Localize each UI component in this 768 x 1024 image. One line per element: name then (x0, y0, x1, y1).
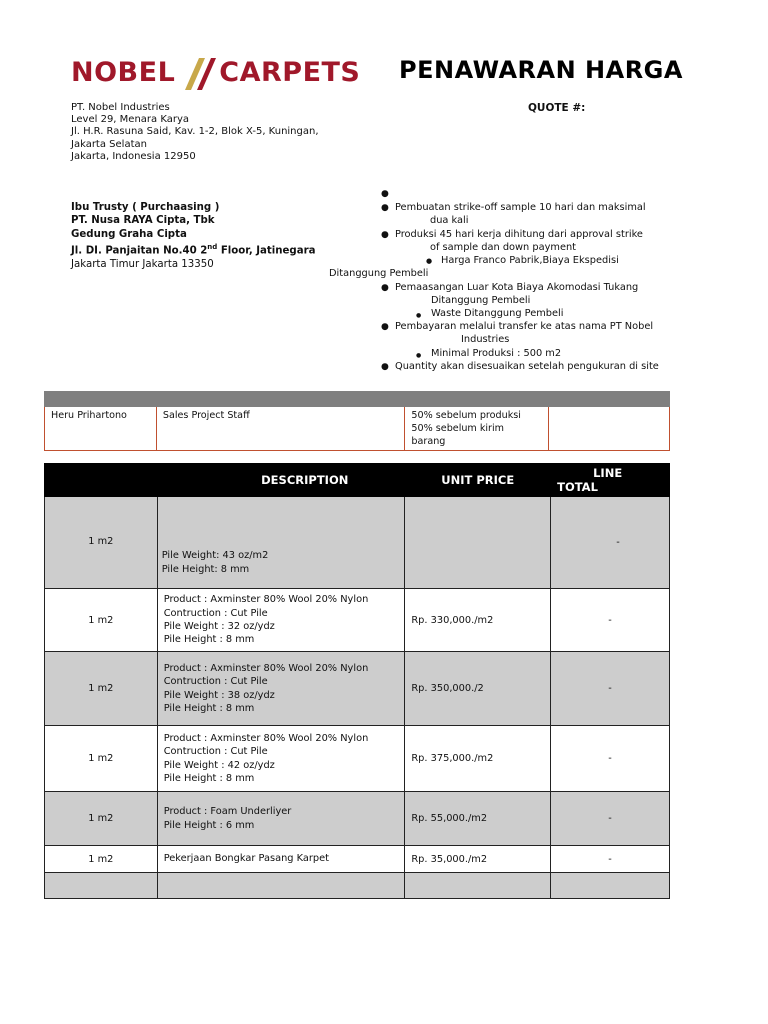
description-cell: Pekerjaan Bongkar Pasang Karpet (157, 846, 405, 873)
sales-body-row (45, 407, 670, 451)
term-item-cont: Industries (461, 334, 510, 345)
logo-word-right: CARPETS (219, 56, 361, 88)
payment-terms-cell: 50% sebelum produksi 50% sebelum kirim barang (405, 407, 549, 451)
table-row (45, 846, 670, 873)
description-cell: Product : Axminster 80% Wool 20% Nylon Contruction : Cut Pile Pile Weight : 38 oz/ydz Pile Height : 8 mm (157, 652, 405, 726)
sales-info-table (44, 391, 670, 451)
description-header: DESCRIPTION (157, 464, 405, 497)
price-cell: Rp. 350,000./2 (405, 652, 551, 726)
salesperson-cell: Heru Prihartono (45, 407, 157, 451)
total-cell: - (551, 589, 670, 652)
qty-cell: 1 m2 (45, 726, 158, 792)
price-cell: Rp. 375,000./m2 (405, 726, 551, 792)
company-line: Jl. H.R. Rasuna Said, Kav. 1-2, Blok X-5, Kuningan, (71, 126, 319, 138)
price-cell: Rp. 35,000./m2 (405, 846, 551, 873)
bullet-icon: ● (381, 322, 389, 332)
total-cell: - (551, 726, 670, 792)
qty-cell: 1 m2 (45, 792, 158, 846)
company-address (71, 102, 319, 163)
unit-price-header: UNIT PRICE (405, 464, 551, 497)
term-item-cont: of sample dan down payment (430, 242, 577, 253)
logo-mark-icon (177, 52, 217, 92)
price-cell: Rp. 55,000./m2 (405, 792, 551, 846)
document-title: PENAWARAN HARGA (399, 56, 683, 84)
bullet-icon: ● (381, 230, 389, 240)
bullet-icon: ● (381, 189, 389, 199)
bullet-icon: ● (381, 203, 389, 213)
company-line: Jakarta, Indonesia 12950 (71, 150, 196, 162)
term-item-cont: Ditanggung Pembeli (431, 295, 531, 306)
term-item: Pembuatan strike-off sample 10 hari dan maksimal (395, 202, 646, 213)
term-item-cont: dua kali (430, 215, 469, 226)
description-cell: Product : Axminster 80% Wool 20% Nylon Contruction : Cut Pile Pile Weight : 42 oz/ydz Pile Height : 8 mm (157, 726, 405, 792)
term-item: Waste Ditanggung Pembeli (431, 308, 564, 319)
items-table (44, 463, 670, 899)
qty-cell: 1 m2 (45, 589, 158, 652)
description-cell: Product : Foam Underliyer Pile Height : 6 mm (157, 792, 405, 846)
recipient-address: Jl. DI. Panjaitan No.40 2nd Floor, Jatinegara (71, 242, 316, 257)
description-cell: Product : Axminster 80% Wool 20% Nylon Contruction : Cut Pile Pile Weight : 32 oz/ydz Pile Height : 8 mm (157, 589, 405, 652)
term-item: Harga Franco Pabrik,Biaya Ekspedisi (441, 255, 619, 266)
recipient-building: Gedung Graha Cipta (71, 228, 187, 240)
recipient-company: PT. Nusa RAYA Cipta, Tbk (71, 215, 215, 227)
description-cell: Pile Weight: 43 oz/m2 Pile Height: 8 mm (157, 497, 405, 589)
total-cell: - (551, 652, 670, 726)
empty-cell (549, 407, 670, 451)
total-cell: - (551, 497, 670, 589)
logo-word-left: NOBEL (71, 56, 176, 88)
table-row (45, 497, 670, 589)
company-logo (71, 52, 360, 92)
qty-cell: 1 m2 (45, 497, 158, 589)
qty-cell: 1 m2 (45, 652, 158, 726)
quote-number-label: QUOTE #: (528, 102, 586, 114)
price-cell: Rp. 330,000./m2 (405, 589, 551, 652)
table-row (45, 652, 670, 726)
company-line: PT. Nobel Industries (71, 102, 170, 113)
bullet-icon: ● (416, 312, 422, 319)
table-row-empty (45, 873, 670, 899)
bullet-icon: ● (381, 283, 389, 293)
recipient-city: Jakarta Timur Jakarta 13350 (71, 258, 214, 270)
recipient-name: Ibu Trusty ( Purchaasing ) (71, 202, 220, 213)
bullet-icon: ● (416, 352, 422, 359)
total-cell: - (551, 846, 670, 873)
company-line: Jakarta Selatan (71, 138, 147, 150)
bullet-icon: ● (381, 362, 389, 372)
price-cell (405, 497, 551, 589)
company-line: Level 29, Menara Karya (71, 114, 189, 126)
term-item: Quantity akan disesuaikan setelah pengukuran di site (395, 361, 659, 372)
items-header-row (45, 464, 670, 497)
sales-header-row (45, 392, 670, 407)
qty-cell: 1 m2 (45, 846, 158, 873)
term-item: Minimal Produksi : 500 m2 (431, 348, 562, 359)
table-row (45, 792, 670, 846)
position-cell: Sales Project Staff (156, 407, 405, 451)
bullet-icon: ● (426, 257, 433, 265)
line-total-header: LINE TOTAL (551, 464, 670, 497)
term-item: Pembayaran melalui transfer ke atas nama PT Nobel (395, 321, 654, 332)
term-item-cont: Ditanggung Pembeli (329, 268, 429, 279)
total-cell: - (551, 792, 670, 846)
table-row (45, 726, 670, 792)
recipient-block (71, 201, 316, 271)
term-item: Produksi 45 hari kerja dihitung dari approval strike (395, 229, 643, 240)
table-row (45, 589, 670, 652)
term-item: Pemaasangan Luar Kota Biaya Akomodasi Tukang (395, 282, 639, 293)
